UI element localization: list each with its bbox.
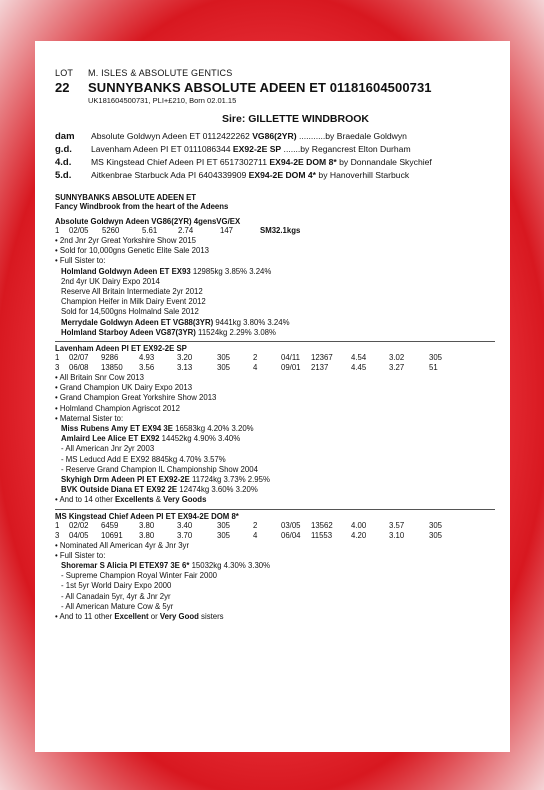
record-cell: 3.56 xyxy=(139,363,155,373)
record-cell: 305 xyxy=(429,530,443,540)
pedigree-key: 5.d. xyxy=(55,170,72,181)
pedigree-classification: VG86(2YR) xyxy=(252,131,297,141)
intro-subtitle: Fancy Windbrook from the heart of the Adeens xyxy=(55,202,229,211)
pedigree-value: Lavenham Adeen PI ET 0111086344 EX92-2E SP .......by Regancrest Elton Durham xyxy=(91,144,411,154)
record-cell: 3 xyxy=(55,530,60,540)
pedigree-key: g.d. xyxy=(55,144,72,155)
note-line: - Supreme Champion Royal Winter Fair 2000 xyxy=(61,571,218,581)
record-cell: 3.27 xyxy=(389,363,405,373)
record-cell: 4.93 xyxy=(139,353,155,363)
pedigree-key: 4.d. xyxy=(55,157,72,168)
record-cell: 04/05 xyxy=(69,530,89,540)
record-cell: SM32.1kgs xyxy=(260,226,301,235)
record-cell: 3 xyxy=(55,363,60,373)
note-line: - MS Leducd Add E EX92 8845kg 4.70% 3.57% xyxy=(61,454,226,464)
pedigree-value: MS Kingstead Chief Adeen PI ET 6517302711 EX94-2E DOM 8* by Donnandale Skychief xyxy=(91,157,432,167)
consignor: M. ISLES & ABSOLUTE GENTICS xyxy=(88,68,233,78)
record-cell: 11553 xyxy=(311,530,333,540)
note-line: • Sold for 10,000gns Genetic Elite Sale 2013 xyxy=(55,246,496,256)
note-line: 2nd 4yr UK Dairy Expo 2014 xyxy=(61,276,160,286)
ggdam-heading: MS Kingstead Chief Adeen PI ET EX94-2E DOM 8* xyxy=(55,511,239,521)
relative-line: Holmland Starboy Adeen VG87(3YR) 11524kg 2.29% 3.08% xyxy=(61,327,276,337)
lactation-row xyxy=(55,531,496,541)
lactation-row xyxy=(55,363,496,373)
note-line: - All Canadain 5yr, 4yr & Jnr 2yr xyxy=(61,591,171,601)
emphasis: Very Goods xyxy=(163,495,207,505)
note-line: - All American Jnr 2yr 2003 xyxy=(61,444,155,454)
note-line: • Holmland Champion Agriscot 2012 xyxy=(55,404,496,414)
emphasis: Excellent xyxy=(114,612,149,622)
record-cell: 4.45 xyxy=(351,363,367,373)
relative-name: Holmland Goldwyn Adeen ET EX93 xyxy=(61,266,191,276)
relative-line: Merrydale Goldwyn Adeen ET VG88(3YR) 9441kg 3.80% 3.24% xyxy=(61,317,290,327)
note-line: - 1st 5yr World Dairy Expo 2000 xyxy=(61,581,172,591)
pedigree-value: Aitkenbrae Starbuck Ada PI 6404339909 EX94-2E DOM 4* by Hanoverhill Starbuck xyxy=(91,170,410,180)
note-line: Reserve All Britain Intermediate 2yr 2012 xyxy=(61,287,203,297)
dam-record xyxy=(55,226,496,236)
relative-line: Skyhigh Drm Adeen PI ET EX92-2E 11724kg 3.73% 2.95% xyxy=(61,475,270,485)
note-line: Sold for 14,500gns Holmalnd Sale 2012 xyxy=(61,307,199,317)
record-cell: 3.13 xyxy=(177,363,193,373)
note-line: • And to 14 other Excellents & Very Goods xyxy=(55,495,496,505)
record-cell: 3.80 xyxy=(139,520,155,530)
record-cell: 3.57 xyxy=(389,520,405,530)
relative-name: Holmland Starboy Adeen VG87(3YR) xyxy=(61,327,196,337)
record-cell: 305 xyxy=(217,353,231,363)
relative-name: Shoremar S Alicia PI ETEX97 3E 6* xyxy=(61,561,190,571)
record-cell: 1 xyxy=(55,520,60,530)
relative-line: Miss Rubens Amy ET EX94 3E 16583kg 4.20% 3.20% xyxy=(61,424,254,434)
dam-notes xyxy=(55,236,496,338)
relative-name: Amlaird Lee Alice ET EX92 xyxy=(61,434,160,444)
record-cell: 3.70 xyxy=(177,530,193,540)
relative-name: Merrydale Goldwyn Adeen ET VG88(3YR) xyxy=(61,317,214,327)
pedigree-classification: EX94-2E DOM 8* xyxy=(269,157,337,167)
note-line: • All Britain Snr Cow 2013 xyxy=(55,373,496,383)
animal-name: SUNNYBANKS ABSOLUTE ADEEN ET 01181604500731 xyxy=(88,80,432,95)
relative-line: BVK Outside Diana ET EX92 2E 12474kg 3.60% 3.20% xyxy=(61,485,258,495)
record-cell: 147 xyxy=(220,226,234,235)
pedigree-key: dam xyxy=(55,131,75,142)
record-cell: 02/05 xyxy=(69,226,89,235)
record-cell: 12367 xyxy=(311,353,333,363)
pedigree-row xyxy=(55,143,496,156)
pedigree-classification: EX92-2E SP xyxy=(232,144,282,154)
gdam-notes xyxy=(55,373,496,506)
emphasis: Excellents xyxy=(114,495,154,505)
note-line: • 2nd Jnr 2yr Great Yorkshire Show 2015 xyxy=(55,236,496,246)
record-cell: 4.54 xyxy=(351,353,367,363)
record-cell: 3.40 xyxy=(177,520,193,530)
note-line: • Nominated All American 4yr & Jnr 3yr xyxy=(55,541,496,551)
animal-sub: UK181604500731, PLI+£210, Born 02.01.15 xyxy=(88,96,237,105)
relative-line: Shoremar S Alicia PI ETEX97 3E 6* 15032kg 4.30% 3.30% xyxy=(61,561,271,571)
record-cell: 3.10 xyxy=(389,530,405,540)
record-cell: 09/01 xyxy=(281,363,301,373)
record-cell: 4 xyxy=(253,363,258,373)
record-cell: 6459 xyxy=(101,520,119,530)
record-cell: 4.20 xyxy=(351,530,367,540)
relative-line: Holmland Goldwyn Adeen ET EX93 12985kg 3.85% 3.24% xyxy=(61,266,272,276)
record-cell: 2 xyxy=(253,520,258,530)
relative-line: Amlaird Lee Alice ET EX92 14452kg 4.90% 3.40% xyxy=(61,434,241,444)
lactation-row xyxy=(55,521,496,531)
record-cell: 3.80 xyxy=(139,530,155,540)
note-line: - Reserve Grand Champion IL Championship Show 2004 xyxy=(61,464,258,474)
record-cell: 305 xyxy=(217,520,231,530)
note-line: • Full Sister to: xyxy=(55,551,496,561)
relative-name: Miss Rubens Amy ET EX94 3E xyxy=(61,424,173,434)
record-cell: 3.20 xyxy=(177,353,193,363)
divider xyxy=(55,341,495,342)
note-line: • Grand Champion UK Dairy Expo 2013 xyxy=(55,383,496,393)
record-cell: 03/05 xyxy=(281,520,301,530)
ggdam-notes xyxy=(55,541,496,623)
record-cell: 10691 xyxy=(101,530,123,540)
note-line: • Maternal Sister to: xyxy=(55,414,496,424)
record-cell: 4 xyxy=(253,530,258,540)
record-cell: 13850 xyxy=(101,363,123,373)
lot-title xyxy=(55,80,496,95)
note-line: Champion Heifer in Milk Dairy Event 2012 xyxy=(61,297,206,307)
intro-title: SUNNYBANKS ABSOLUTE ADEEN ET xyxy=(55,193,197,202)
record-cell: 4.00 xyxy=(351,520,367,530)
pedigree-row xyxy=(55,156,496,169)
record-cell: 2 xyxy=(253,353,258,363)
divider xyxy=(55,509,495,510)
record-cell: 9286 xyxy=(101,353,119,363)
sire-line: Sire: GILLETTE WINDBROOK xyxy=(222,113,369,125)
note-line: - All American Mature Cow & 5yr xyxy=(61,601,174,611)
lot-number: 22 xyxy=(55,80,70,95)
record-cell: 305 xyxy=(217,363,231,373)
gdam-records xyxy=(55,353,496,373)
record-cell: 51 xyxy=(429,363,438,373)
note-line: • Full Sister to: xyxy=(55,256,496,266)
pedigree-classification: EX94-2E DOM 4* xyxy=(248,170,317,180)
record-cell: 13562 xyxy=(311,520,333,530)
note-line: • And to 11 other Excellent or Very Good sisters xyxy=(55,612,496,622)
pedigree xyxy=(55,130,496,182)
catalogue-page xyxy=(35,41,510,752)
record-cell: 2137 xyxy=(311,363,329,373)
record-cell: 305 xyxy=(429,520,443,530)
gdam-heading: Lavenham Adeen PI ET EX92-2E SP xyxy=(55,344,187,354)
record-cell: 1 xyxy=(55,226,60,235)
note-line: • Grand Champion Great Yorkshire Show 2013 xyxy=(55,393,496,403)
lot-label: LOT xyxy=(55,68,74,78)
record-cell: 1 xyxy=(55,353,60,363)
emphasis: Very Good xyxy=(159,612,199,622)
record-cell: 02/02 xyxy=(69,520,89,530)
record-cell: 06/08 xyxy=(69,363,89,373)
record-cell: 305 xyxy=(217,530,231,540)
record-cell: 305 xyxy=(429,353,443,363)
record-cell: 04/11 xyxy=(281,353,300,363)
pedigree-row xyxy=(55,130,496,143)
pedigree-row xyxy=(55,169,496,182)
record-cell: 02/07 xyxy=(69,353,89,363)
pedigree-value: Absolute Goldwyn Adeen ET 0112422262 VG86(2YR) ...........by Braedale Goldwyn xyxy=(91,131,407,141)
relative-name: BVK Outside Diana ET EX92 2E xyxy=(61,485,178,495)
record-cell: 5.61 xyxy=(142,226,158,235)
record-cell: 3.02 xyxy=(389,353,405,363)
ggdam-records xyxy=(55,521,496,541)
record-cell: 5260 xyxy=(102,226,120,235)
lactation-row xyxy=(55,353,496,363)
dam-heading: Absolute Goldwyn Adeen VG86(2YR) 4gensVG/EX xyxy=(55,217,241,226)
record-cell: 06/04 xyxy=(281,530,301,540)
lot-header xyxy=(55,68,496,78)
record-cell: 2.74 xyxy=(178,226,194,235)
relative-name: Skyhigh Drm Adeen PI ET EX92-2E xyxy=(61,475,190,485)
